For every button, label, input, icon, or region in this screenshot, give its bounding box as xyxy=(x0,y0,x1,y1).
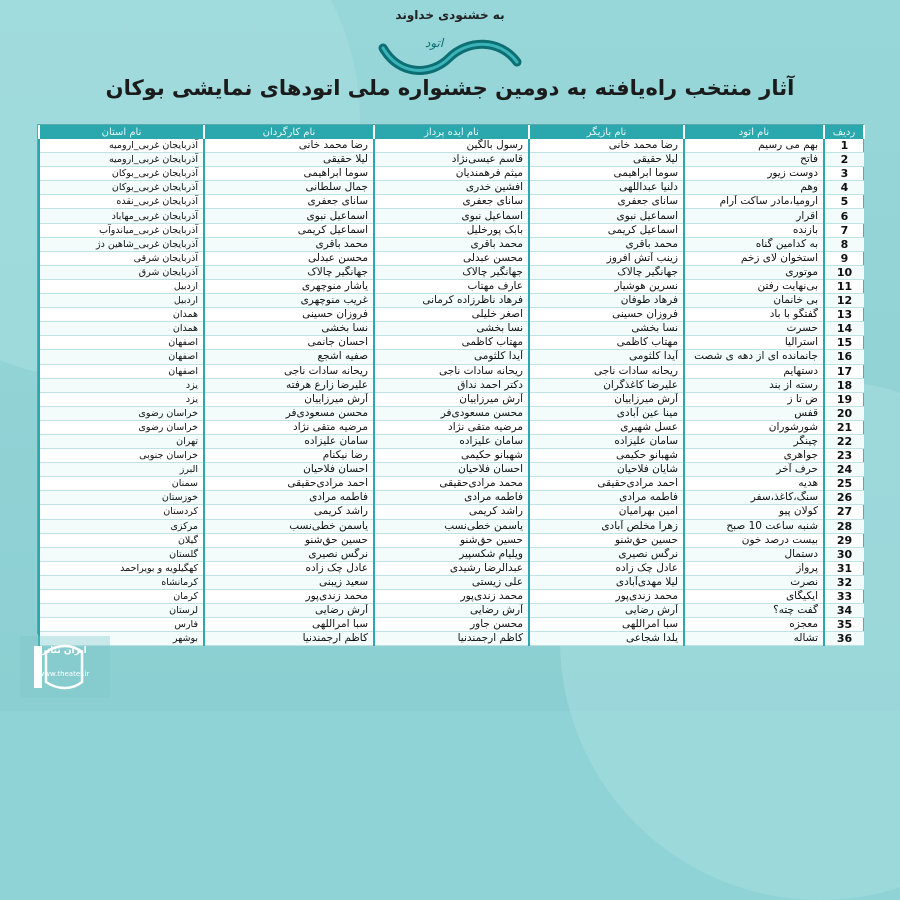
cell-etude-name: بهم می رسیم xyxy=(684,139,824,153)
cell-actor: اسماعیل نبوی xyxy=(529,209,684,223)
cell-actor: مینا عین آبادی xyxy=(529,406,684,420)
table-row xyxy=(39,181,864,195)
festival-logo xyxy=(375,30,525,78)
cell-actor: نسرین هوشیار xyxy=(529,279,684,293)
cell-row-number: 11 xyxy=(824,279,864,293)
cell-director: کاظم ارجمندنیا xyxy=(204,632,374,646)
cell-actor: آرش میرزاییان xyxy=(529,392,684,406)
table-row xyxy=(39,294,864,308)
cell-row-number: 9 xyxy=(824,251,864,265)
table-row xyxy=(39,575,864,589)
cell-idea: مرضیه متقی نژاد xyxy=(374,420,529,434)
cell-actor: عسل شهیری xyxy=(529,420,684,434)
cell-row-number: 26 xyxy=(824,491,864,505)
cell-etude-name: بی‌نهایت رفتن xyxy=(684,279,824,293)
cell-idea: حسین حق‌شنو xyxy=(374,533,529,547)
table-row xyxy=(39,547,864,561)
table-row xyxy=(39,463,864,477)
table-row xyxy=(39,308,864,322)
column-header-idea: نام ایده پرداز xyxy=(374,125,529,139)
cell-row-number: 2 xyxy=(824,153,864,167)
cell-row-number: 22 xyxy=(824,434,864,448)
cell-etude-name: ض تا ز xyxy=(684,392,824,406)
cell-director: غریب منوچهری xyxy=(204,294,374,308)
cell-row-number: 33 xyxy=(824,590,864,604)
cell-province: اردبیل xyxy=(39,294,204,308)
cell-province: اردبیل xyxy=(39,279,204,293)
cell-director: راشد کریمی xyxy=(204,505,374,519)
cell-director: نرگس نصیری xyxy=(204,547,374,561)
cell-province: آذربایجان غربی_نقده xyxy=(39,195,204,209)
cell-row-number: 18 xyxy=(824,378,864,392)
table-row xyxy=(39,406,864,420)
cell-etude-name: بازنده xyxy=(684,223,824,237)
cell-director: احمد مرادی‌حقیقی xyxy=(204,477,374,491)
table-row xyxy=(39,209,864,223)
results-table xyxy=(38,125,865,646)
cell-actor: علیرضا کاغذگران xyxy=(529,378,684,392)
cell-row-number: 27 xyxy=(824,505,864,519)
cell-director: عادل چک زاده xyxy=(204,561,374,575)
cell-idea: بابک پورخلیل xyxy=(374,223,529,237)
cell-actor: دلنیا عبداللهی xyxy=(529,181,684,195)
cell-idea: محسن مسعودی‌فر xyxy=(374,406,529,420)
cell-province: خوزستان xyxy=(39,491,204,505)
cell-province: گیلان xyxy=(39,533,204,547)
table-row xyxy=(39,590,864,604)
cell-province: کرمانشاه xyxy=(39,575,204,589)
table-row xyxy=(39,223,864,237)
cell-row-number: 6 xyxy=(824,209,864,223)
cell-row-number: 25 xyxy=(824,477,864,491)
table-row xyxy=(39,420,864,434)
table-header-row xyxy=(39,125,864,139)
cell-actor: مهتاب کاظمی xyxy=(529,336,684,350)
table-row xyxy=(39,533,864,547)
cell-province: کرمان xyxy=(39,590,204,604)
cell-actor: فروزان حسینی xyxy=(529,308,684,322)
cell-idea: علی زیستی xyxy=(374,575,529,589)
cell-idea: محمد مرادی‌حقیقی xyxy=(374,477,529,491)
cell-province: کردستان xyxy=(39,505,204,519)
cell-director: فروزان حسینی xyxy=(204,308,374,322)
cell-etude-name: دوست زیور xyxy=(684,167,824,181)
cell-row-number: 23 xyxy=(824,449,864,463)
cell-row-number: 4 xyxy=(824,181,864,195)
cell-etude-name: نصرت xyxy=(684,575,824,589)
table-row xyxy=(39,167,864,181)
cell-idea: اصغر خلیلی xyxy=(374,308,529,322)
column-header-actor: نام بازیگر xyxy=(529,125,684,139)
cell-director: جهانگیر چالاک xyxy=(204,265,374,279)
cell-etude-name: معجزه xyxy=(684,618,824,632)
cell-province: آذربایجان غربی_ارومیه xyxy=(39,139,204,153)
cell-actor: محمد زندی‌پور xyxy=(529,590,684,604)
cell-idea: احسان فلاحیان xyxy=(374,463,529,477)
cell-etude-name: هدیه xyxy=(684,477,824,491)
table-row xyxy=(39,139,864,153)
cell-idea: مهتاب کاظمی xyxy=(374,336,529,350)
cell-actor: نسا بخشی xyxy=(529,322,684,336)
cell-actor: شایان فلاحیان xyxy=(529,463,684,477)
table-row xyxy=(39,265,864,279)
table-row xyxy=(39,392,864,406)
cell-row-number: 35 xyxy=(824,618,864,632)
cell-row-number: 3 xyxy=(824,167,864,181)
footer-url: www.theater.ir xyxy=(38,670,90,678)
table-row xyxy=(39,618,864,632)
cell-director: آرش رضایی xyxy=(204,604,374,618)
cell-actor: فاطمه مرادی xyxy=(529,491,684,505)
cell-director: ریحانه سادات ناجی xyxy=(204,364,374,378)
cell-province: لرستان xyxy=(39,604,204,618)
cell-row-number: 1 xyxy=(824,139,864,153)
cell-province: تهران xyxy=(39,434,204,448)
cell-etude-name: چینگر xyxy=(684,434,824,448)
cell-actor: سانای جعفری xyxy=(529,195,684,209)
cell-idea: یاسمن خطی‌نسب xyxy=(374,519,529,533)
column-header-director: نام کارگردان xyxy=(204,125,374,139)
cell-row-number: 19 xyxy=(824,392,864,406)
cell-row-number: 29 xyxy=(824,533,864,547)
cell-etude-name: جانمانده ای از دهه ی شصت xyxy=(684,350,824,364)
cell-idea: جهانگیر چالاک xyxy=(374,265,529,279)
cell-etude-name: گفت چته؟ xyxy=(684,604,824,618)
cell-actor: زینب آتش افروز xyxy=(529,251,684,265)
cell-director: محسن عبدلی xyxy=(204,251,374,265)
cell-province: آذربایجان غربی_بوکان xyxy=(39,181,204,195)
table-row xyxy=(39,449,864,463)
table-row xyxy=(39,153,864,167)
table-row xyxy=(39,477,864,491)
table-row xyxy=(39,195,864,209)
cell-director: علیرضا زارع هرفته xyxy=(204,378,374,392)
blessing-text: به خشنودی خداوند xyxy=(395,8,505,22)
cell-idea: آرش رضایی xyxy=(374,604,529,618)
cell-province: آذربایجان غربی_ارومیه xyxy=(39,153,204,167)
cell-etude-name: وهم xyxy=(684,181,824,195)
cell-etude-name: کولان پیو xyxy=(684,505,824,519)
cell-row-number: 16 xyxy=(824,350,864,364)
cell-province: آذربایجان غربی_میاندوآب xyxy=(39,223,204,237)
cell-etude-name: دستمال xyxy=(684,547,824,561)
cell-actor: رضا محمد خانی xyxy=(529,139,684,153)
cell-director: رضا محمد خانی xyxy=(204,139,374,153)
cell-etude-name: گفتگو با باد xyxy=(684,308,824,322)
cell-province: مرکزی xyxy=(39,519,204,533)
cell-idea: محمد زندی‌پور xyxy=(374,590,529,604)
cell-idea: اسماعیل نبوی xyxy=(374,209,529,223)
cell-actor: احمد مرادی‌حقیقی xyxy=(529,477,684,491)
cell-actor: ریحانه سادات ناجی xyxy=(529,364,684,378)
logo-text: اتود xyxy=(425,36,444,50)
cell-province: آذربایجان شرقی xyxy=(39,251,204,265)
cell-idea: قاسم عیسی‌نژاد xyxy=(374,153,529,167)
cell-director: صفیه اشجع xyxy=(204,350,374,364)
cell-row-number: 15 xyxy=(824,336,864,350)
cell-etude-name: بی خانمان xyxy=(684,294,824,308)
cell-actor: جهانگیر چالاک xyxy=(529,265,684,279)
cell-actor: شهبانو حکیمی xyxy=(529,449,684,463)
cell-idea: میثم فرهمندیان xyxy=(374,167,529,181)
cell-row-number: 31 xyxy=(824,561,864,575)
cell-etude-name: رسته از بند xyxy=(684,378,824,392)
cell-actor: سوما ابراهیمی xyxy=(529,167,684,181)
cell-idea: عبدالرضا رشیدی xyxy=(374,561,529,575)
cell-province: اصفهان xyxy=(39,364,204,378)
cell-row-number: 7 xyxy=(824,223,864,237)
cell-idea: محسن جاور xyxy=(374,618,529,632)
cell-row-number: 5 xyxy=(824,195,864,209)
cell-idea: شهبانو حکیمی xyxy=(374,449,529,463)
cell-director: مرضیه متقی نژاد xyxy=(204,420,374,434)
cell-idea: فرهاد ناظرزاده کرمانی xyxy=(374,294,529,308)
cell-row-number: 32 xyxy=(824,575,864,589)
cell-actor: لیلا حقیقی xyxy=(529,153,684,167)
cell-etude-name: قفس xyxy=(684,406,824,420)
cell-director: رضا نیکنام xyxy=(204,449,374,463)
table-row xyxy=(39,237,864,251)
cell-director: محسن مسعودی‌فر xyxy=(204,406,374,420)
cell-province: یزد xyxy=(39,392,204,406)
cell-province: آذربایجان غربی_شاهین دژ xyxy=(39,237,204,251)
cell-province: بوشهر xyxy=(39,632,204,646)
cell-province: اصفهان xyxy=(39,336,204,350)
cell-province: سمنان xyxy=(39,477,204,491)
cell-etude-name: استرالیا xyxy=(684,336,824,350)
cell-actor: امین بهرامیان xyxy=(529,505,684,519)
cell-director: محمد زندی‌پور xyxy=(204,590,374,604)
cell-row-number: 34 xyxy=(824,604,864,618)
cell-row-number: 36 xyxy=(824,632,864,646)
cell-director: سبا امراللهی xyxy=(204,618,374,632)
cell-province: آذربایجان غربی_بوکان xyxy=(39,167,204,181)
cell-actor: سبا امراللهی xyxy=(529,618,684,632)
cell-etude-name: تشاله xyxy=(684,632,824,646)
cell-actor: زهرا مخلص آبادی xyxy=(529,519,684,533)
cell-director: فاطمه مرادی xyxy=(204,491,374,505)
cell-province: گلستان xyxy=(39,547,204,561)
cell-actor: یلدا شجاعی xyxy=(529,632,684,646)
cell-idea: آرش میرزاییان xyxy=(374,392,529,406)
cell-province: خراسان رضوی xyxy=(39,420,204,434)
cell-province: اصفهان xyxy=(39,350,204,364)
cell-row-number: 10 xyxy=(824,265,864,279)
cell-etude-name: شورشوران xyxy=(684,420,824,434)
table-row xyxy=(39,491,864,505)
cell-etude-name: به کدامین گناه xyxy=(684,237,824,251)
cell-actor: فرهاد طوفان xyxy=(529,294,684,308)
cell-province: فارس xyxy=(39,618,204,632)
cell-etude-name: دستهایم xyxy=(684,364,824,378)
table-row xyxy=(39,434,864,448)
cell-idea: سانای جعفری xyxy=(374,195,529,209)
cell-idea: راشد کریمی xyxy=(374,505,529,519)
cell-director: سوما ابراهیمی xyxy=(204,167,374,181)
cell-director: احسان فلاحیان xyxy=(204,463,374,477)
cell-idea: سامان علیزاده xyxy=(374,434,529,448)
cell-idea: نسا بخشی xyxy=(374,322,529,336)
cell-actor: اسماعیل کریمی xyxy=(529,223,684,237)
cell-etude-name: فاتح xyxy=(684,153,824,167)
cell-actor: عادل چک زاده xyxy=(529,561,684,575)
footer-brand: ایران تئاتر xyxy=(41,646,87,656)
cell-etude-name: سنگ،کاغذ،سفر xyxy=(684,491,824,505)
cell-etude-name: ارومیا،مادر ساکت آرام xyxy=(684,195,824,209)
cell-idea: محسن عبدلی xyxy=(374,251,529,265)
cell-actor: نرگس نصیری xyxy=(529,547,684,561)
cell-actor: حسین حق‌شنو xyxy=(529,533,684,547)
cell-idea: ریحانه سادات ناجی xyxy=(374,364,529,378)
cell-director: سانای جعفری xyxy=(204,195,374,209)
table-row xyxy=(39,364,864,378)
cell-idea: عارف مهتاب xyxy=(374,279,529,293)
cell-director: اسماعیل نبوی xyxy=(204,209,374,223)
cell-idea: فاطمه مرادی xyxy=(374,491,529,505)
table-row xyxy=(39,519,864,533)
cell-province: البرز xyxy=(39,463,204,477)
table-row xyxy=(39,505,864,519)
column-header-province: نام استان xyxy=(39,125,204,139)
table-row xyxy=(39,350,864,364)
cell-actor: آرش رضایی xyxy=(529,604,684,618)
cell-idea: ویلیام شکسپیر xyxy=(374,547,529,561)
cell-province: خراسان رضوی xyxy=(39,406,204,420)
column-header-etude-name: نام اتود xyxy=(684,125,824,139)
cell-province: خراسان جنوبی xyxy=(39,449,204,463)
cell-row-number: 24 xyxy=(824,463,864,477)
cell-etude-name: شنبه ساعت 10 صبح xyxy=(684,519,824,533)
cell-row-number: 30 xyxy=(824,547,864,561)
cell-row-number: 14 xyxy=(824,322,864,336)
cell-actor: سامان علیزاده xyxy=(529,434,684,448)
cell-row-number: 28 xyxy=(824,519,864,533)
table-row xyxy=(39,561,864,575)
cell-idea: آیدا کلثومی xyxy=(374,350,529,364)
cell-province: آذربایجان شرق xyxy=(39,265,204,279)
cell-idea: کاظم ارجمندنیا xyxy=(374,632,529,646)
cell-etude-name: بیست درصد خون xyxy=(684,533,824,547)
cell-etude-name: حسرت xyxy=(684,322,824,336)
table-row xyxy=(39,279,864,293)
cell-row-number: 20 xyxy=(824,406,864,420)
cell-row-number: 12 xyxy=(824,294,864,308)
cell-etude-name: ایکیگای xyxy=(684,590,824,604)
cell-director: احسان جانمی xyxy=(204,336,374,350)
table-row xyxy=(39,251,864,265)
cell-director: لیلا حقیقی xyxy=(204,153,374,167)
cell-actor: محمد باقری xyxy=(529,237,684,251)
table-row xyxy=(39,378,864,392)
cell-province: همدان xyxy=(39,308,204,322)
cell-row-number: 13 xyxy=(824,308,864,322)
cell-idea: افشین خدری xyxy=(374,181,529,195)
cell-director: جمال سلطانی xyxy=(204,181,374,195)
cell-director: نسا بخشی xyxy=(204,322,374,336)
cell-director: یاشار منوچهری xyxy=(204,279,374,293)
cell-province: یزد xyxy=(39,378,204,392)
cell-row-number: 21 xyxy=(824,420,864,434)
cell-province: کهگیلویه و بویراحمد xyxy=(39,561,204,575)
cell-province: همدان xyxy=(39,322,204,336)
cell-actor: آیدا کلثومی xyxy=(529,350,684,364)
cell-etude-name: جواهری xyxy=(684,449,824,463)
cell-etude-name: موتوری xyxy=(684,265,824,279)
table-row xyxy=(39,604,864,618)
cell-etude-name: استخوان لای زخم xyxy=(684,251,824,265)
cell-director: اسماعیل کریمی xyxy=(204,223,374,237)
cell-director: یاسمن خطی‌نسب xyxy=(204,519,374,533)
cell-etude-name: حرف آخر xyxy=(684,463,824,477)
cell-idea: دکتر احمد نداق xyxy=(374,378,529,392)
cell-director: آرش میرزاییان xyxy=(204,392,374,406)
results-table-container xyxy=(37,124,864,646)
column-header-row-number: ردیف xyxy=(824,125,864,139)
cell-idea: رسول بالگین xyxy=(374,139,529,153)
cell-etude-name: اقرار xyxy=(684,209,824,223)
cell-director: سامان علیزاده xyxy=(204,434,374,448)
cell-row-number: 8 xyxy=(824,237,864,251)
cell-director: محمد باقری xyxy=(204,237,374,251)
cell-idea: محمد باقری xyxy=(374,237,529,251)
cell-row-number: 17 xyxy=(824,364,864,378)
cell-etude-name: پرواز xyxy=(684,561,824,575)
table-row xyxy=(39,336,864,350)
table-row xyxy=(39,632,864,646)
cell-director: سعید زیبنی xyxy=(204,575,374,589)
cell-director: حسین حق‌شنو xyxy=(204,533,374,547)
table-row xyxy=(39,322,864,336)
cell-province: آذربایجان غربی_مهاباد xyxy=(39,209,204,223)
cell-actor: لیلا مهدی‌آبادی xyxy=(529,575,684,589)
page-title: آثار منتخب راه‌یافته به دومین جشنواره ملی اتودهای نمایشی بوکان xyxy=(105,76,795,100)
